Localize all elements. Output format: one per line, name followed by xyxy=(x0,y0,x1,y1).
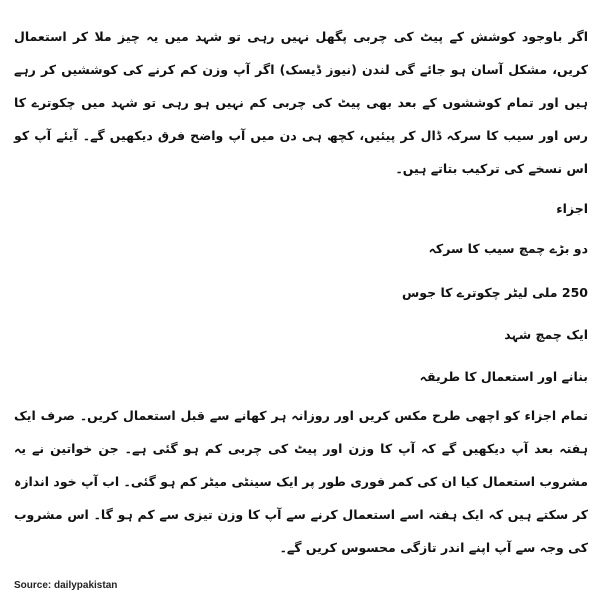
ingredient-item: ایک چمچ شہد xyxy=(504,327,588,342)
source-credit: Source: dailypakistan xyxy=(14,580,118,591)
method-heading: بنانے اور استعمال کا طریقہ xyxy=(419,369,588,384)
method-paragraph: تمام اجزاء کو اچھی طرح مکس کریں اور روزانہ ہر کھانے سے قبل استعمال کریں۔ صرف ایک ہفتہ بعد آپ دیکھیں گے کہ آپ کا وزن اور پیٹ کی چربی کم ہو گئی ہے۔ جن خواتین نے یہ مشروب استعمال کیا ان کی کمر فوری طور پر ایک سینٹی میٹر کم ہو گئی۔ اب آپ خود اندازہ کر سکتے ہیں کہ ایک ہفتہ اسے استعمال کرنے سے آپ کا وزن تیزی سے کم ہو گا۔ اس مشروب کی وجہ سے آپ اپنے اندر تازگی محسوس کریں گے۔ xyxy=(14,408,588,555)
ingredient-item: دو بڑے چمچ سیب کا سرکہ xyxy=(428,241,588,256)
ingredient-item: 250 ملی لیٹر چکوترے کا جوس xyxy=(402,285,588,300)
ingredients-heading: اجزاء xyxy=(556,201,588,216)
intro-paragraph: اگر باوجود کوشش کے پیٹ کی چربی پگھل نہیں رہی تو شہد میں یہ چیز ملا کر استعمال کریں، مشکل آسان ہو جائے گی لندن (نیوز ڈیسک) اگر آپ وزن کم کرنے کی کوششیں کر رہے ہیں اور تمام کوششوں کے بعد بھی پیٹ کی چربی کم نہیں ہو رہی تو شہد میں چکوترے کا رس اور سیب کا سرکہ ڈال کر پیئیں، کچھ ہی دن میں آپ واضح فرق دیکھیں گے۔ آیئے آپ کو اس نسخے کی ترکیب بتاتے ہیں۔ xyxy=(14,29,588,176)
